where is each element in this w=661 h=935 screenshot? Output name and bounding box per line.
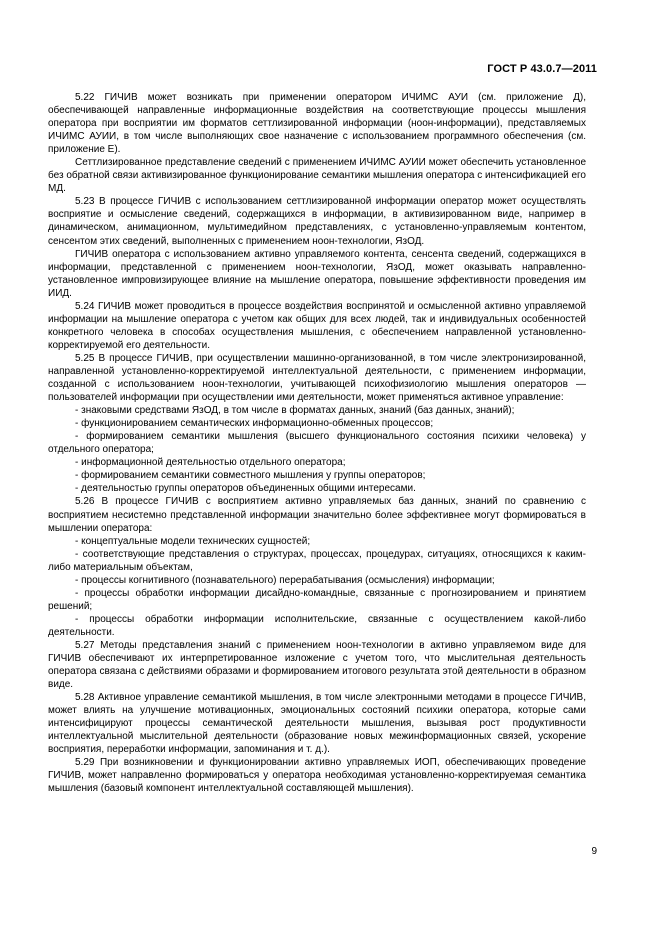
list-item: - информационной деятельностью отдельного оператора; [75, 457, 346, 469]
list-item: - процессы когнитивного (познавательного) перерабатывания (осмысления) информации; [75, 574, 495, 586]
standard-header: ГОСТ Р 43.0.7—2011 [487, 63, 597, 75]
paragraph-5-25: 5.25 В процессе ГИЧИВ, при осуществлении машинно-организованной, в том числе электронизированной, направленной установленно-корректируемой интеллектуальной деятельности, с применением информации, созданной с использованием ноон-технологии, учитывающей психофизиологию мышления операторов — пользователей информации при осуществлении ими деятельности, может применяться активное управление: [48, 352, 586, 404]
paragraph-5-22: 5.22 ГИЧИВ может возникать при применении оператором ИЧИМС АУИ (см. приложение Д), обеспечивающей направленные информационные воздействия на соответствующие процессы мышления оператора при восприятии им форматов сеттлизированной информации (ноон-информации), представляемых ИЧИМС АУИИ, в том числе выполняющих свое назначение с использованием программного обеспечения (см. приложение Е). [48, 92, 586, 156]
list-item: - формированием семантики мышления (высшего функционального состояния психики человека) у отдельного оператора; [48, 431, 586, 456]
paragraph: ГИЧИВ оператора с использованием активно управляемого контента, сенсента сведений, содержащихся в информации, представленной с применением ноон-технологии, ЯзОД, может оказывать направленно-установленное импровизирующее влияние на мышление оператора, повышение эффективности проведения им ИИД. [48, 248, 586, 299]
list-item: - процессы обработки информации дисайдно-командные, связанные с прогнозированием и принятием решений; [48, 587, 586, 612]
list-item: - функционированием семантических информационно-обменных процессов; [75, 418, 434, 430]
paragraph-5-24: 5.24 ГИЧИВ может проводиться в процессе воздействия воспринятой и осмысленной активно управляемой информации на мышление оператора с учетом как общих для всех людей, так и индивидуальных особенностей конкретного человека в способах осуществления мышления, с обеспечением направленной установленно-корректируемой его деятельности. [48, 300, 586, 351]
list-item: - знаковыми средствами ЯзОД, в том числе в форматах данных, знаний (баз данных, знаний); [75, 405, 515, 417]
paragraph-5-28: 5.28 Активное управление семантикой мышления, в том числе электронными методами в процессе ГИЧИВ, может влиять на улучшение мотивационных, эмоциональных состояний психики оператора, которые сами интенсифицируют процессы семантической деятельности мышления, вызывая рост продуктивности интеллектуальной мыслительной деятельности (образование новых межинформационных связей, ускорение восприятия, переработки информации, запоминания и т. д.). [48, 692, 586, 756]
paragraph: Сеттлизированное представление сведений с применением ИЧИМС АУИИ может обеспечить установленное без обратной связи активизированное функционирование семантики мышления оператора с интенсификацией его МД. [48, 157, 586, 195]
page-number: 9 [591, 846, 597, 857]
document-body [48, 91, 586, 796]
paragraph-5-29: 5.29 При возникновении и функционировании активно управляемых ИОП, обеспечивающих проведение ГИЧИВ, может направленно формироваться у оператора необходимая установленно-корректируемая семантика мышления (базовый компонент интеллектуальной составляющей мышления). [48, 757, 586, 795]
list-item: - формированием семантики совместного мышления у группы операторов; [75, 470, 426, 482]
paragraph-5-26: 5.26 В процессе ГИЧИВ с восприятием активно управляемых баз данных, знаний по сравнению с восприятием несистемно представленной информации значительно более эффективнее могут формироваться в мышлении оператора: [48, 496, 586, 534]
paragraph-5-27: 5.27 Методы представления знаний с применением ноон-технологии в активно управляемом виде для ГИЧИВ обеспечивают их интерпретированное изложение с учетом того, что мыслительная деятельность оператора связана с действиями образами и формированием итогового результата этой деятельности в образном виде. [48, 639, 586, 691]
list-item: - соответствующие представления о структурах, процессах, процедурах, ситуациях, относящихся к каким-либо материальным объектам, [48, 548, 586, 573]
list-item: - процессы обработки информации исполнительские, связанные с осуществлением какой-либо деятельности. [48, 613, 586, 638]
paragraph-5-23: 5.23 В процессе ГИЧИВ с использованием сеттлизированной информации оператор может осуществлять восприятие и осмысление сведений, содержащихся в информации, в активизированном виде, например в динамическом, анимационном, мультимедийном представлениях, с установленно-управляемым контентом, сенсентом этих сведений, выполненных с применением ноон-технологии, ЯзОД. [48, 196, 586, 247]
list-item: - деятельностью группы операторов объединенных общими интересами. [75, 483, 416, 495]
list-item: - концептуальные модели технических сущностей; [75, 535, 311, 547]
